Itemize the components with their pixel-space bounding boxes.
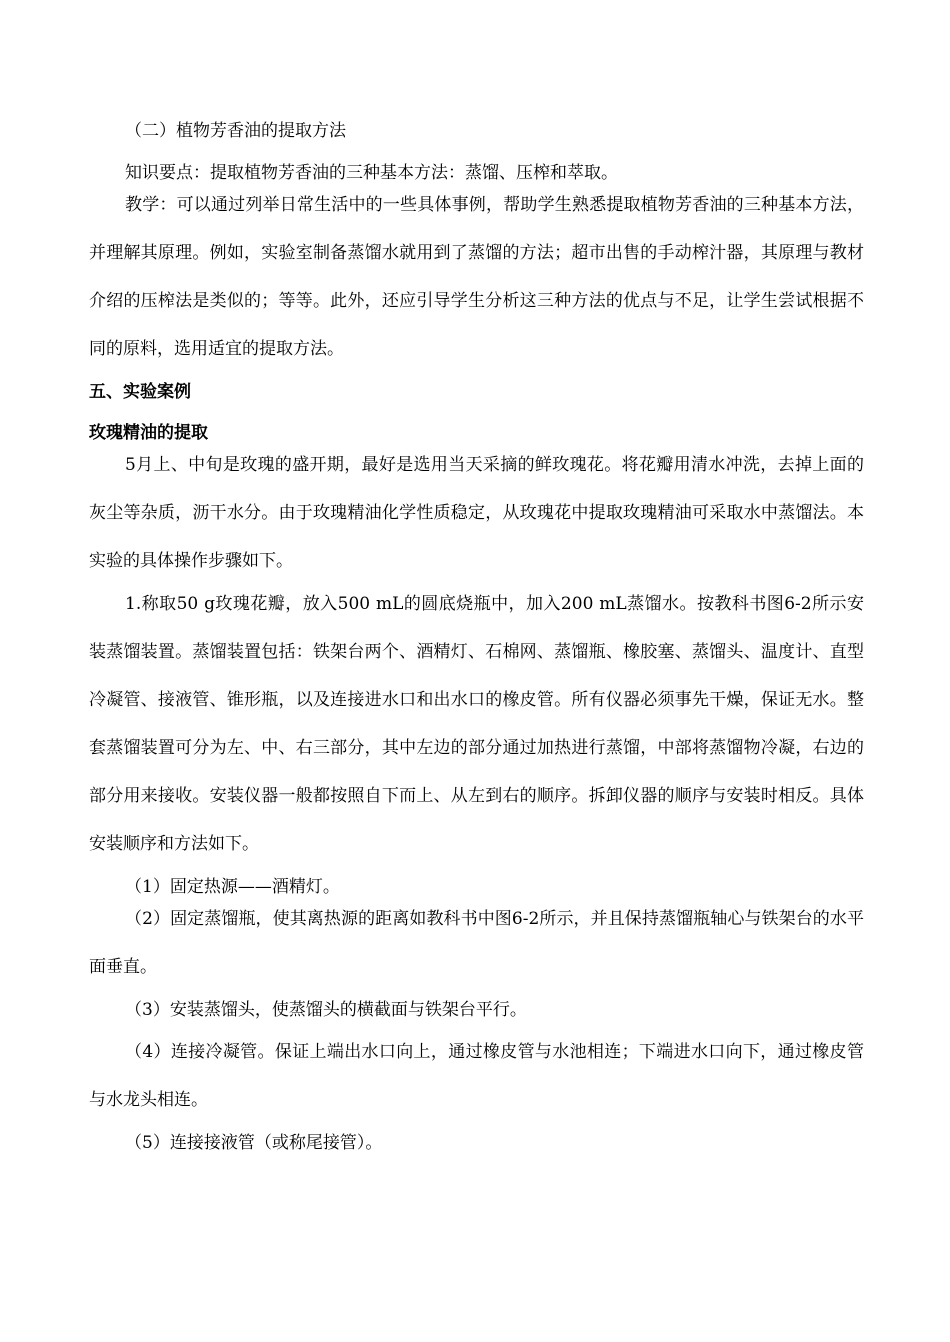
sub-step-5: （5）连接接液管（或称尾接管）。 [125,1133,383,1153]
section-heading: 五、实验案例 [89,382,191,402]
sub-step-2: （2）固定蒸馏瓶，使其离热源的距离如教科书中图6-2所示，并且保持蒸馏瓶轴心与铁架台的水平面垂直。 [89,909,864,977]
step-1-paragraph: 1.称取50 g玫瑰花瓣，放入500 mL的圆底烧瓶中，加入200 mL蒸馏水。按教科书图6-2所示安装蒸馏装置。蒸馏装置包括：铁架台两个、酒精灯、石棉网、蒸馏瓶、橡胶塞、蒸馏头、温度计、直型冷凝管、接液管、锥形瓶，以及连接进水口和出水口的橡皮管。所有仪器必须事先干燥，保证无水。整套蒸馏装置可分为左、中、右三部分，其中左边的部分通过加热进行蒸馏，中部将蒸馏物冷凝，右边的部分用来接收。安装仪器一般都按照自下而上、从左到右的顺序。拆卸仪器的顺序与安装时相反。具体安装顺序和方法如下。 [89,594,864,854]
knowledge-points-paragraph: 知识要点：提取植物芳香油的三种基本方法：蒸馏、压榨和萃取。 [125,163,618,183]
teaching-paragraph: 教学：可以通过列举日常生活中的一些具体事例，帮助学生熟悉提取植物芳香油的三种基本方法，并理解其原理。例如，实验室制备蒸馏水就用到了蒸馏的方法；超市出售的手动榨汁器，其原理与教材介绍的压榨法是类似的；等等。此外，还应引导学生分析这三种方法的优点与不足，让学生尝试根据不同的原料，选用适宜的提取方法。 [89,195,864,359]
intro-paragraph: 5月上、中旬是玫瑰的盛开期，最好是选用当天采摘的鲜玫瑰花。将花瓣用清水冲洗，去掉上面的灰尘等杂质，沥干水分。由于玫瑰精油化学性质稳定，从玫瑰花中提取玫瑰精油可采取水中蒸馏法。本实验的具体操作步骤如下。 [89,455,864,571]
sub-step-1: （1）固定热源——酒精灯。 [125,877,340,897]
case-title: 玫瑰精油的提取 [89,423,208,443]
sub-heading: （二）植物芳香油的提取方法 [125,121,346,141]
document-body [89,118,864,1156]
sub-step-4: （4）连接冷凝管。保证上端出水口向上，通过橡皮管与水池相连；下端进水口向下，通过橡皮管与水龙头相连。 [89,1042,864,1110]
sub-step-3: （3）安装蒸馏头，使蒸馏头的横截面与铁架台平行。 [125,1000,527,1020]
